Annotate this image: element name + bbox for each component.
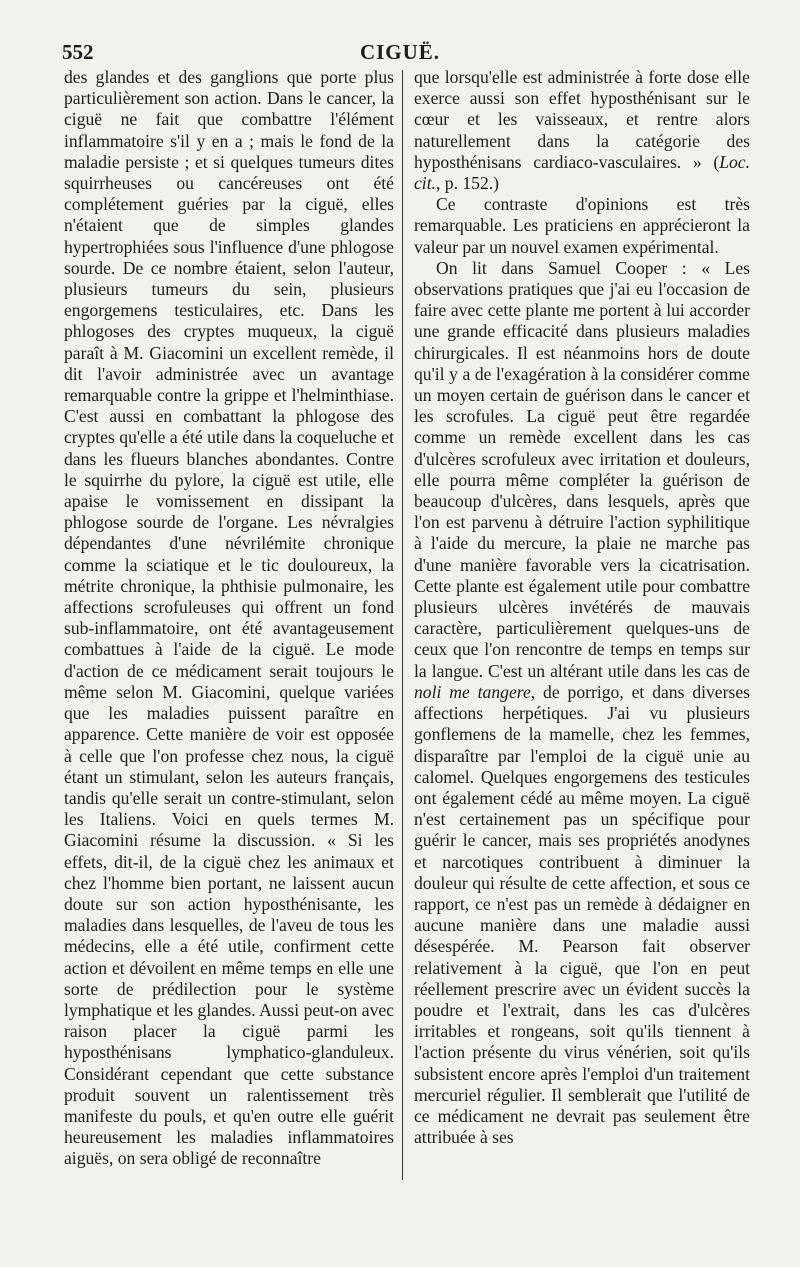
page-number: 552 <box>62 40 94 64</box>
citation-page: , p. 152.) <box>435 173 500 194</box>
right-paragraph-3 <box>414 258 750 1149</box>
citation: Loc. cit. <box>414 151 750 194</box>
column-divider <box>402 70 403 1180</box>
left-column <box>64 67 394 1170</box>
right-paragraph-1 <box>414 67 750 194</box>
cooper-quote-end: , de porrigo, et dans diverses affections herpétiques. J'ai vu plusieurs gonflemens de la mamelle, chez les femmes, disparaître par l'emploi de la ciguë unie au calomel. Quelques engorgemens des testicules ont également cédé au même moyen. La ciguë n'est certainement pas un spécifique pour guérir le cancer, mais ses propriétés anodynes et narcotiques contribuent à diminuer la douleur qui résulte de cette affection, et sous ce rapport, ce n'est pas un remède à dédaigner en aucune manière dans une maladie aussi désespérée. M. Pearson fait observer relativement à la ciguë, que l'on en peut réellement prescrire avec un évident succès la poudre et l'extrait, dans les cas d'ulcères irritables et rongeans, soit qu'ils tiennent à l'action présente du virus vénérien, soit qu'ils subsistent encore après l'emploi d'un traitement mercuriel régulier. Il semblerait que l'utilité de ce médicament ne devrait pas seulement être attribuée à ses <box>414 681 750 1148</box>
right-column <box>414 67 750 1148</box>
running-head: CIGUË. <box>359 40 441 64</box>
italic-term: noli me tangere <box>414 681 531 702</box>
right-paragraph-2: Ce contraste d'opinions est très remarquable. Les praticiens en apprécieront la valeur par un nouvel examen expérimental. <box>414 194 750 257</box>
cooper-quote-start: On lit dans Samuel Cooper : « Les observations pratiques que j'ai eu l'occasion de faire avec cette plante me portent à lui accorder une grande efficacité dans plusieurs maladies chirurgicales. Il est néanmoins hors de doute qu'il y a de l'exagération à la considérer comme un moyen certain de guérison dans le cancer et les scrofules. La ciguë peut être regardée comme un remède excellent dans les cas d'ulcères scrofuleux avec irritation et douleurs, elle pourra même compléter la guérison de beaucoup d'ulcères, dans lesquels, après que l'on est parvenu à détruire l'action syphilitique à l'aide du mercure, la plaie ne marche pas d'une manière favorable vers la cicatrisation. Cette plante est également utile pour combattre plusieurs ulcères invétérés de mauvais caractère, particulièrement quelques-uns de ceux que l'on rencontre de temps en temps sur la langue. C'est un altérant utile dans les cas de <box>414 257 750 681</box>
quote-end-text: que lorsqu'elle est administrée à forte dose elle exerce aussi son effet hyposthénisant sur le cœur et les vaisseaux, et rentre alors naturellement dans la catégorie des hyposthénisans cardiaco-vasculaires. » ( <box>414 67 750 172</box>
left-paragraph-1: des glandes et des ganglions que porte plus particulièrement son action. Dans le cancer, la ciguë ne fait que combattre l'élément inflammatoire s'il y en a ; mais le fond de la maladie persiste ; et si quelques tumeurs dites squirrheuses ou cancéreuses ont été complétement guéries par la ciguë, elles n'étaient que de simples glandes hypertrophiées sous l'influence d'une phlogose sourde. De ce nombre étaient, selon l'auteur, plusieurs tumeurs du sein, plusieurs engorgemens testiculaires, etc. Dans les phlogoses des cryptes muqueux, la ciguë paraît à M. Giacomini un excellent remède, il dit l'avoir administrée avec un avantage remarquable contre la grippe et l'helminthiase. C'est aussi en combattant la phlogose des cryptes qu'elle a été utile dans la coqueluche et dans les flueurs blanches abondantes. Contre le squirrhe du pylore, la ciguë est utile, elle apaise le vomissement en dissipant la phlogose sourde de l'organe. Les névralgies dépendantes d'une névrilémite chronique comme la sciatique et le tic douloureux, la métrite chronique, la phthisie pulmonaire, les affections scrofuleuses qui offrent un fond sub-inflammatoire, ont été avantageusement combattues à l'aide de la ciguë. Le mode d'action de ce médicament serait toujours le même selon M. Giacomini, quelque variées que les maladies puissent paraître en apparence. Cette manière de voir est opposée à celle que l'on professe chez nous, la ciguë étant un stimulant, selon les auteurs français, tandis qu'elle serait un contre-stimulant, selon les Italiens. Voici en quels termes M. Giacomini résume la discussion. « Si les effets, dit-il, de la ciguë chez les animaux et chez l'homme bien portant, ne laissent aucun doute sur son action hyposthénisante, les maladies dans lesquelles, de l'aveu de tous les médecins, elle a été utile, confirment cette action et dévoilent en même temps en elle une sorte de prédilection pour le système lymphatique et les glandes. Aussi peut-on avec raison placer la ciguë parmi les hyposthénisans lymphatico-glanduleux. Considérant cependant que cette substance produit souvent un ralentissement très manifeste du pouls, et qu'en outre elle guérit heureusement les maladies inflammatoires aiguës, on sera obligé de reconnaître <box>64 67 394 1169</box>
